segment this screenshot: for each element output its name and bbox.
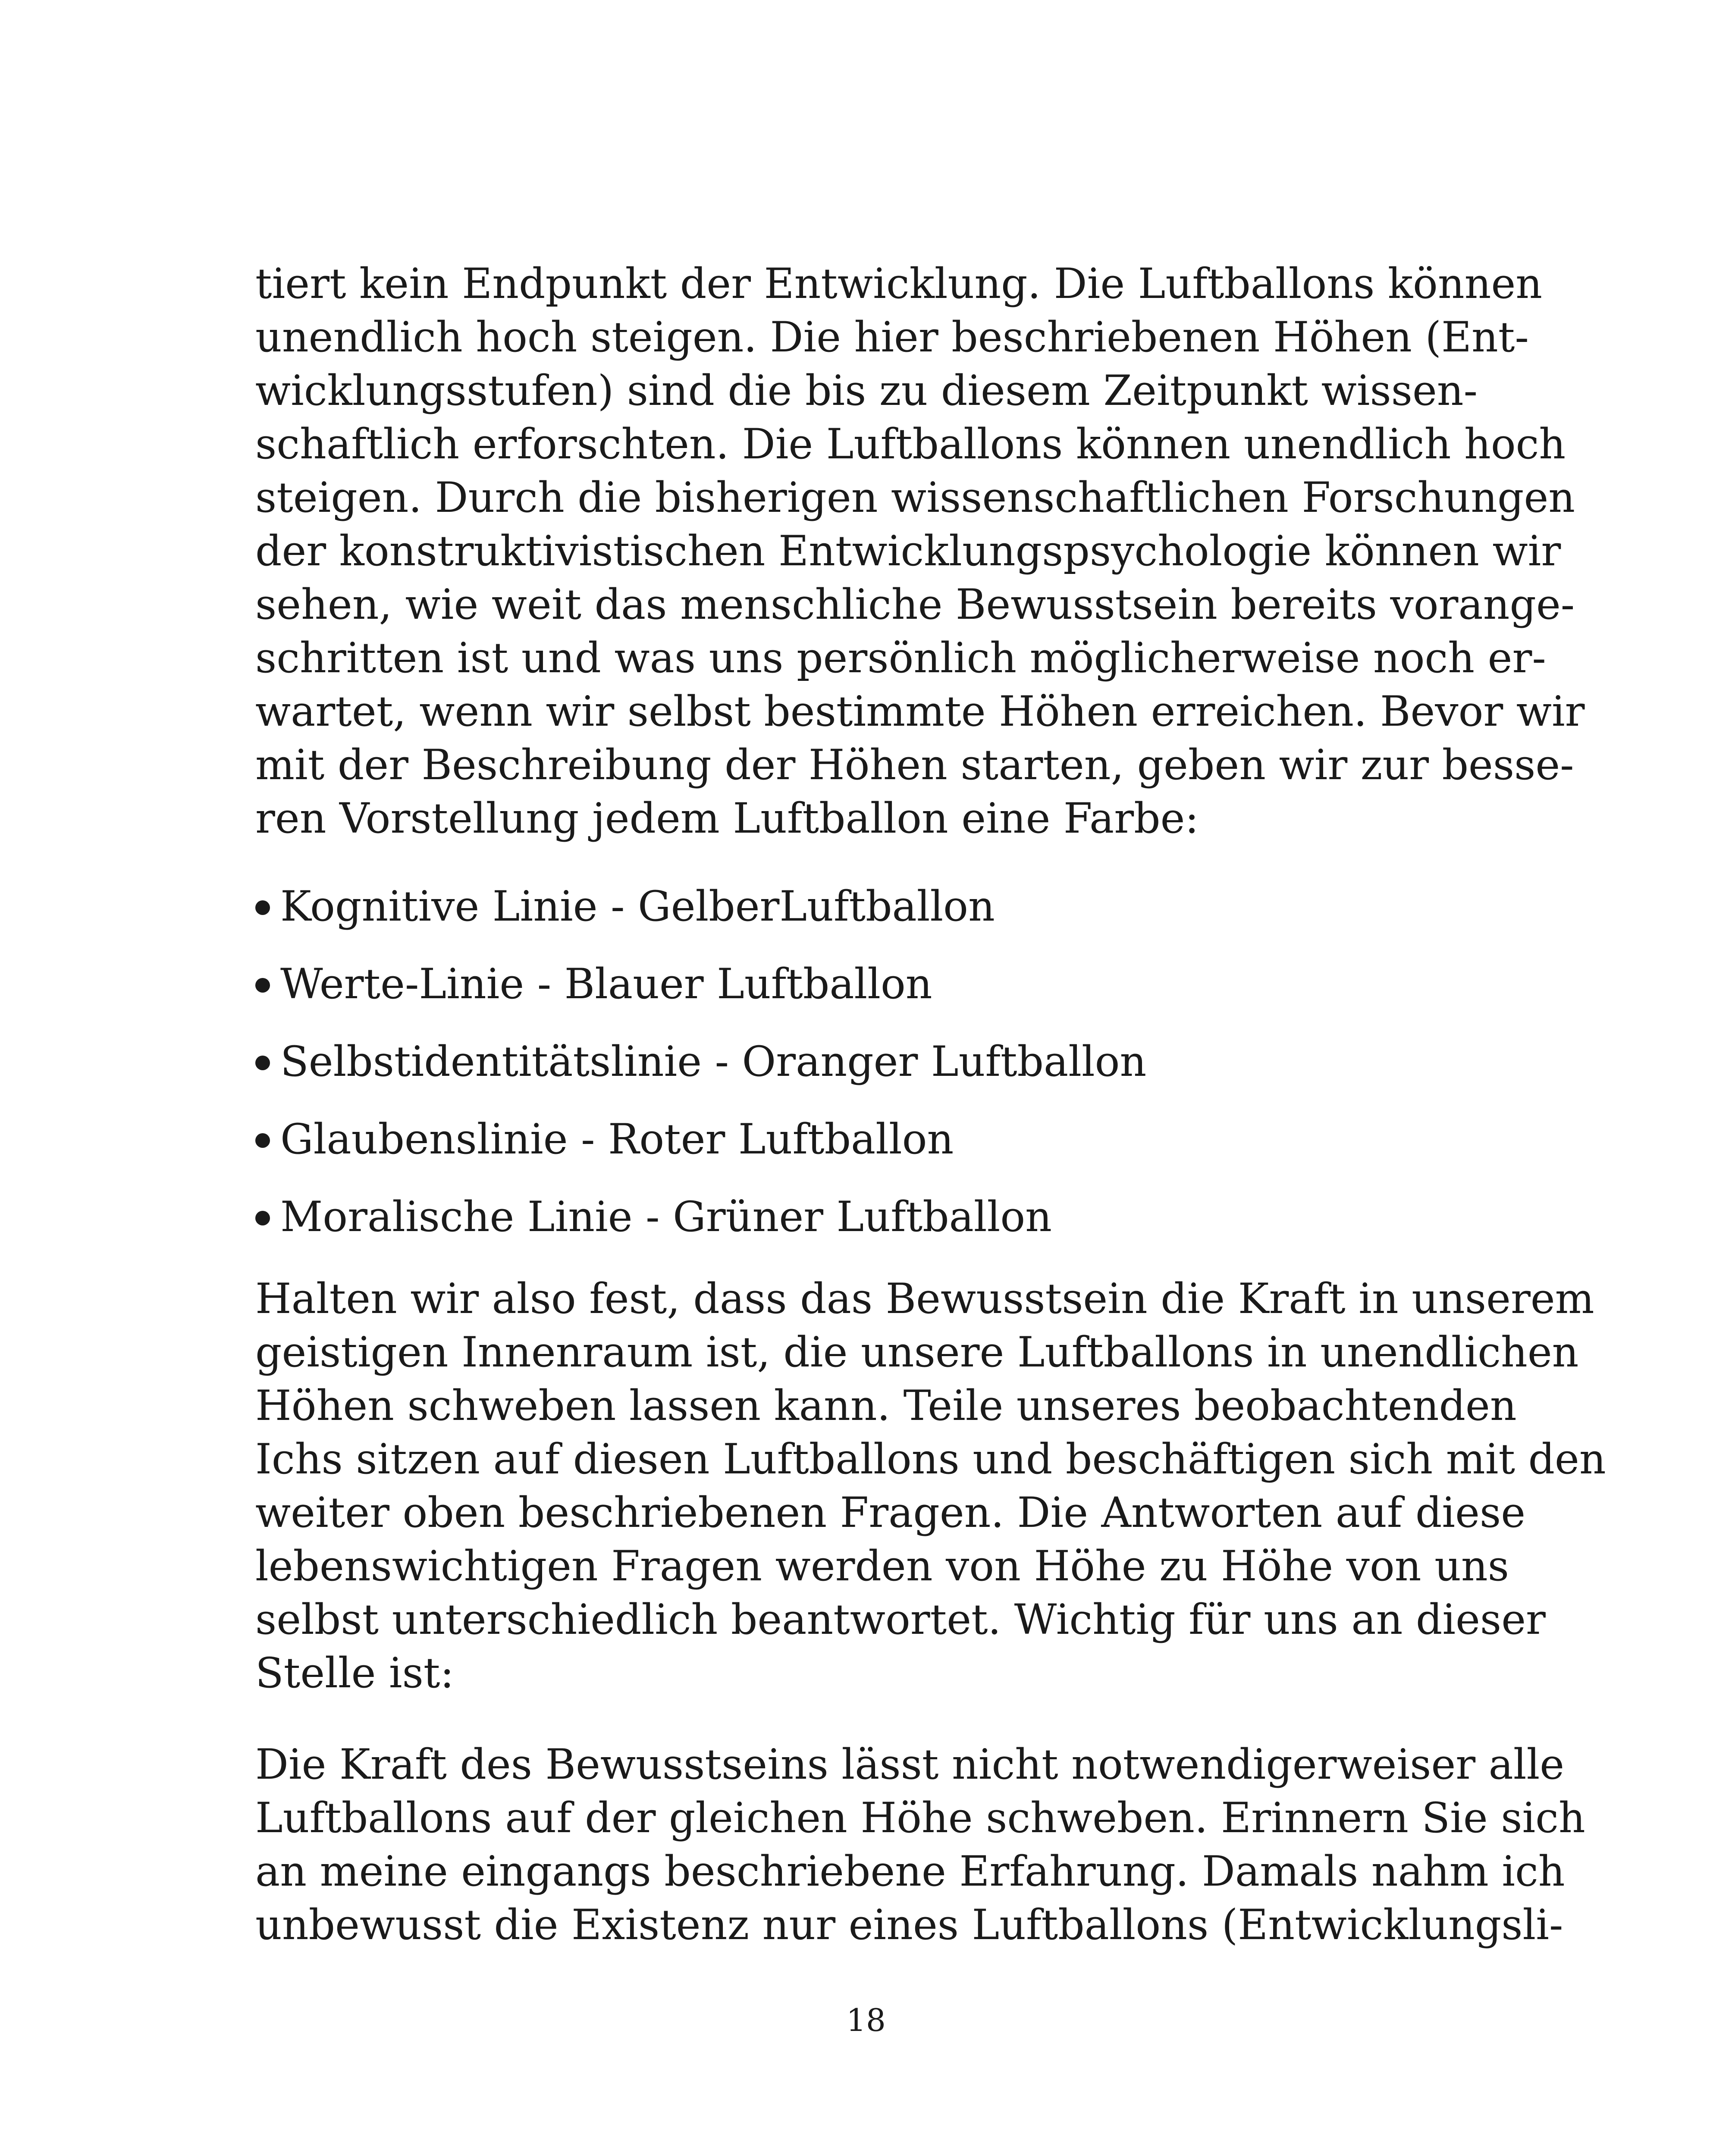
bullet-icon	[255, 1056, 270, 1070]
paragraph-line: Stelle ist:	[255, 1649, 454, 1697]
paragraph-line: unbewusst die Existenz nur eines Luftballons (Entwicklungsli-	[255, 1901, 1563, 1949]
paragraph-line: Höhen schweben lassen kann. Teile unseres beobachtenden	[255, 1382, 1517, 1430]
paragraph-line: wicklungsstufen) sind die bis zu diesem Zeitpunkt wissen-	[255, 367, 1478, 415]
list-item	[255, 1112, 1476, 1166]
paragraph-line: unendlich hoch steigen. Die hier beschriebenen Höhen (Ent-	[255, 313, 1529, 361]
paragraph-line: mit der Beschreibung der Höhen starten, geben wir zur besse-	[255, 741, 1574, 789]
paragraph-line: geistigen Innenraum ist, die unsere Luftballons in unendlichen	[255, 1328, 1579, 1376]
list-item	[255, 1190, 1476, 1244]
list-item-text: Moralische Linie - Grüner Luftballon	[280, 1193, 1052, 1241]
paragraph-line: selbst unterschiedlich beantwortet. Wichtig für uns an dieser	[255, 1595, 1546, 1644]
paragraph-3	[255, 1738, 1585, 1952]
paragraph-line: ren Vorstellung jedem Luftballon eine Farbe:	[255, 794, 1199, 843]
paragraph-2	[255, 1272, 1606, 1700]
balloon-color-list	[255, 880, 1476, 1268]
paragraph-line: wartet, wenn wir selbst bestimmte Höhen erreichen. Bevor wir	[255, 687, 1585, 736]
paragraph-line: tiert kein Endpunkt der Entwicklung. Die Luftballons können	[255, 260, 1543, 308]
list-item	[255, 957, 1476, 1011]
bullet-icon	[255, 1211, 270, 1225]
list-item-text: Glaubenslinie - Roter Luftballon	[280, 1115, 954, 1163]
paragraph-line: an meine eingangs beschriebene Erfahrung. Damals nahm ich	[255, 1847, 1565, 1896]
paragraph-line: lebenswichtigen Fragen werden von Höhe zu Höhe von uns	[255, 1542, 1509, 1590]
paragraph-line: sehen, wie weit das menschliche Bewusstsein bereits vorange-	[255, 580, 1575, 629]
page-number: 18	[846, 2002, 886, 2038]
paragraph-line: schaftlich erforschten. Die Luftballons können unendlich hoch	[255, 420, 1566, 468]
paragraph-line: weiter oben beschriebenen Fragen. Die Antworten auf diese	[255, 1489, 1526, 1537]
paragraph-line: steigen. Durch die bisherigen wissenschaftlichen Forschungen	[255, 473, 1575, 522]
list-item-text: Werte-Linie - Blauer Luftballon	[280, 960, 932, 1008]
paragraph-line: der konstruktivistischen Entwicklungspsychologie können wir	[255, 527, 1561, 575]
paragraph-line: Ichs sitzen auf diesen Luftballons und beschäftigen sich mit den	[255, 1435, 1606, 1483]
paragraph-line: schritten ist und was uns persönlich möglicherweise noch er-	[255, 634, 1546, 682]
paragraph-1	[255, 257, 1585, 845]
paragraph-line: Halten wir also fest, dass das Bewusstsein die Kraft in unserem	[255, 1275, 1594, 1323]
paragraph-line: Die Kraft des Bewusstseins lässt nicht notwendigerweiser alle	[255, 1740, 1565, 1789]
list-item	[255, 880, 1476, 933]
bullet-icon	[255, 1133, 270, 1148]
list-item-text: Selbstidentitätslinie - Oranger Luftballon	[280, 1037, 1147, 1086]
bullet-icon	[255, 900, 270, 915]
bullet-icon	[255, 978, 270, 993]
paragraph-line: Luftballons auf der gleichen Höhe schweben. Erinnern Sie sich	[255, 1794, 1585, 1842]
list-item-text: Kognitive Linie - GelberLuftballon	[280, 882, 995, 931]
list-item	[255, 1035, 1476, 1088]
